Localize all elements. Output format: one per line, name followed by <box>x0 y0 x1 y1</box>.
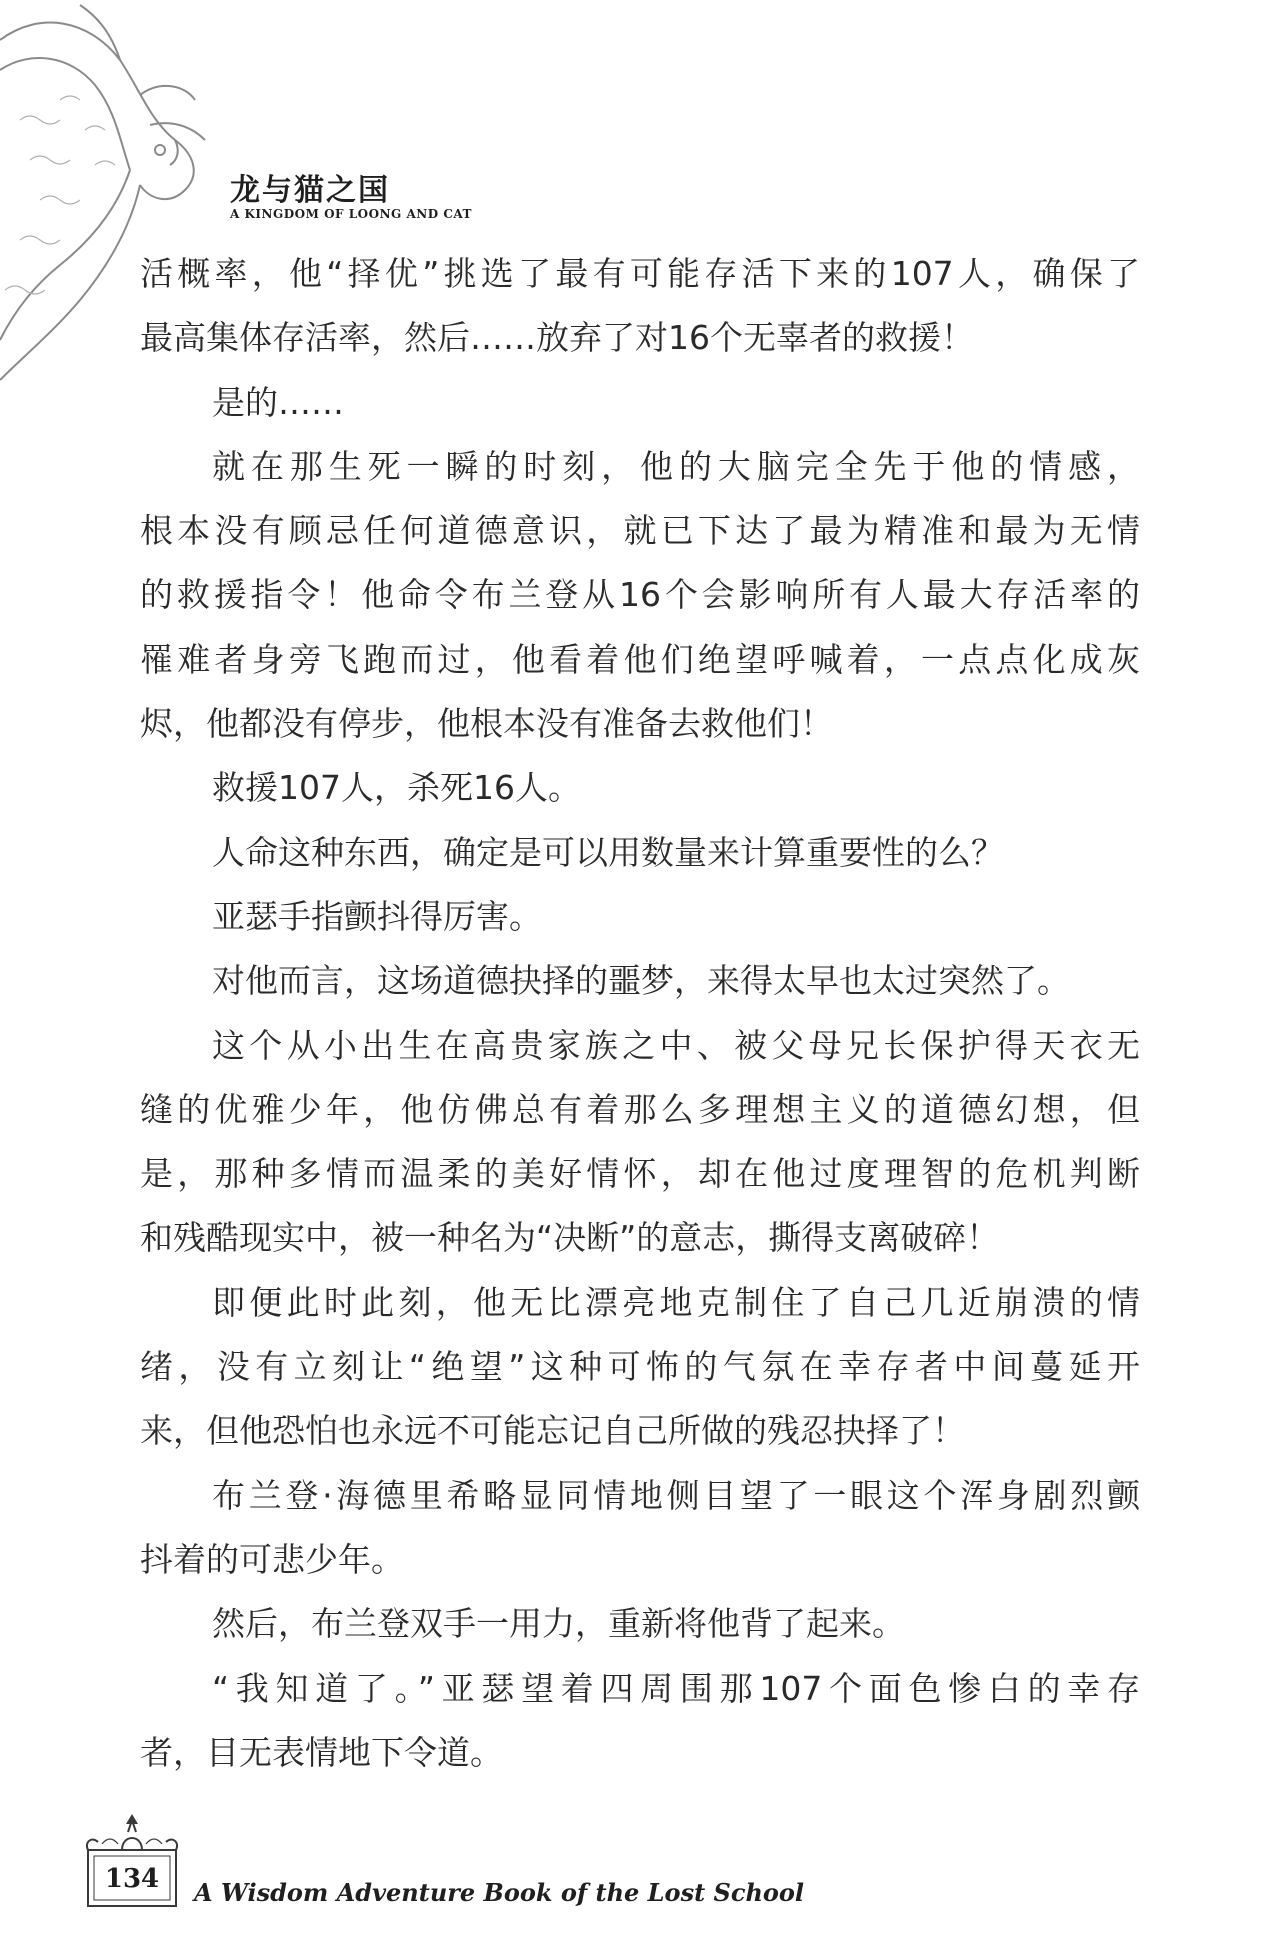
text-line: “我知道了。”亚瑟望着四周围那107个面色惨白的幸存 <box>212 1668 1140 1708</box>
text-line: 然后，布兰登双手一用力，重新将他背了起来。 <box>212 1604 905 1644</box>
text-line: 的救援指令！他命令布兰登从16个会影响所有人最大存活率的 <box>140 575 1140 615</box>
text-line: 救援107人，杀死16人。 <box>212 768 581 808</box>
text-line: 来，但他恐怕也永远不可能忘记自己所做的残忍抉择了！ <box>140 1411 965 1451</box>
text-line: 对他而言，这场道德抉择的噩梦，来得太早也太过突然了。 <box>212 961 1070 1001</box>
text-line: 亚瑟手指颤抖得厉害。 <box>212 896 542 936</box>
body-text <box>140 242 1140 1785</box>
text-line: 即便此时此刻，他无比漂亮地克制住了自己几近崩溃的情 <box>212 1282 1140 1322</box>
text-line: 根本没有顾忌任何道德意识，就已下达了最为精准和最为无情 <box>140 511 1140 551</box>
text-line: 活概率，他“择优”挑选了最有可能存活下来的107人，确保了 <box>140 254 1140 293</box>
text-line: 就在那生死一瞬的时刻，他的大脑完全先于他的情感， <box>212 446 1140 486</box>
text-line: 罹难者身旁飞跑而过，他看着他们绝望呼喊着，一点点化成灰 <box>140 639 1140 679</box>
text-line: 绪，没有立刻让“绝望”这种可怖的气氛在幸存者中间蔓延开 <box>140 1347 1140 1387</box>
text-line: 缝的优雅少年，他仿佛总有着那么多理想主义的道德幻想，但 <box>140 1089 1140 1129</box>
text-line: 是，那种多情而温柔的美好情怀，却在他过度理智的危机判断 <box>140 1154 1140 1194</box>
text-line: 和残酷现实中，被一种名为“决断”的意志，撕得支离破碎！ <box>140 1218 1000 1258</box>
text-line: 布兰登·海德里希略显同情地侧目望了一眼这个浑身剧烈颤 <box>212 1475 1140 1515</box>
book-title: 龙与猫之国 <box>230 173 390 208</box>
series-title: A Wisdom Adventure Book of the Lost School <box>194 1878 805 1907</box>
text-line: 是的…… <box>212 382 344 422</box>
book-subtitle: A KINGDOM OF LOONG AND CAT <box>230 207 472 221</box>
text-line: 最高集体存活率，然后……放弃了对16个无辜者的救援！ <box>140 318 974 358</box>
page-footer <box>82 1810 982 1930</box>
text-line: 者，目无表情地下令道。 <box>140 1732 503 1772</box>
text-line: 这个从小出生在高贵家族之中、被父母兄长保护得天衣无 <box>212 1025 1140 1065</box>
page-number: 134 <box>104 1864 160 1894</box>
text-line: 抖着的可悲少年。 <box>140 1539 404 1579</box>
text-line: 烬，他都没有停步，他根本没有准备去救他们！ <box>140 704 833 744</box>
ornate-page-badge-icon <box>82 1810 182 1914</box>
text-line: 人命这种东西，确定是可以用数量来计算重要性的么？ <box>212 832 1004 872</box>
